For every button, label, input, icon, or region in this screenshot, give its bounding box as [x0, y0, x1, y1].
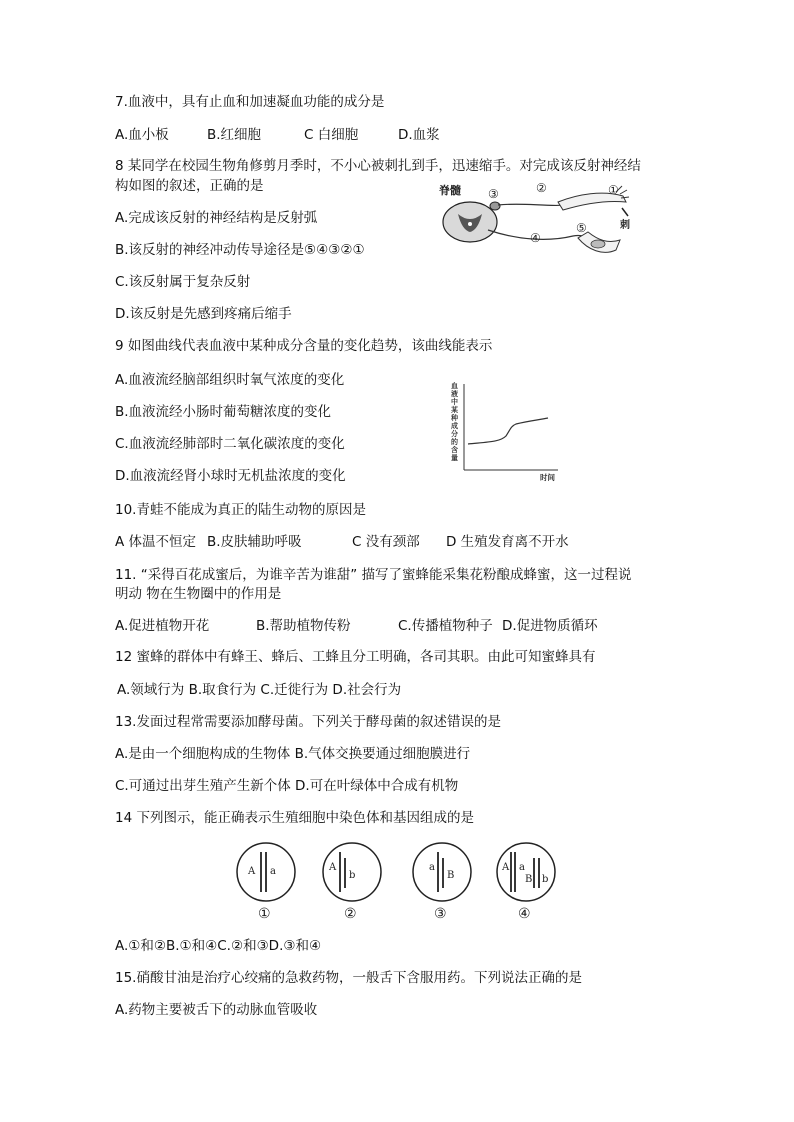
reflex-arc-figure [438, 180, 638, 268]
cell-4 [497, 843, 555, 922]
q9-option-b: B.血液流经小肠时葡萄糖浓度的变化 [115, 404, 332, 420]
q15-option-a: A.药物主要被舌下的动脉血管吸收 [115, 1002, 318, 1018]
q8-option-b: B.该反射的神经冲动传导途径是⑤④③②① [115, 242, 365, 258]
marker-5: ⑤ [576, 221, 587, 235]
q8-question-line1: 8 某同学在校园生物角修剪月季时，不小心被刺扎到手，迅速缩手。对完成该反射神经结 [115, 158, 641, 174]
marker-3: ③ [488, 187, 499, 201]
q13-question: 13.发面过程常需要添加酵母菌。下列关于酵母菌的叙述错误的是 [115, 714, 501, 730]
q11-option-a: A.促进植物开花 [115, 618, 210, 634]
q8-option-d: D.该反射是先感到疼痛后缩手 [115, 306, 292, 322]
cell-1-gene-right: a [270, 866, 276, 877]
cell-2-gene-left: A [329, 862, 337, 873]
q13-options-line2: C.可通过出芽生殖产生新个体 D.可在叶绿体中合成有机物 [115, 778, 459, 794]
chromosome-cells-figure [228, 838, 564, 926]
y-axis-label-char: 某 [451, 405, 458, 414]
y-axis-label-char: 分 [451, 429, 458, 438]
thorn-label: 刺 [620, 220, 630, 231]
q11-option-b: B.帮助植物传粉 [256, 618, 351, 634]
cell-3-gene-right: B [447, 870, 455, 881]
q11-question-line2: 明动 物在生物圈中的作用是 [115, 586, 282, 602]
q7-option-d: D.血浆 [398, 127, 440, 143]
y-axis-label-char: 中 [451, 397, 458, 406]
y-axis-label-char: 成 [451, 421, 458, 430]
q12-options: A.领域行为 B.取食行为 C.迁徙行为 D.社会行为 [117, 682, 402, 698]
q13-options-line1: A.是由一个细胞构成的生物体 B.气体交换要通过细胞膜进行 [115, 746, 471, 762]
y-axis-label-char: 含 [451, 445, 458, 454]
q7-question: 7.血液中，具有止血和加速凝血功能的成分是 [115, 94, 385, 110]
q9-option-a: A.血液流经脑部组织时氧气浓度的变化 [115, 372, 345, 388]
cell-4-gene-4: b [542, 874, 549, 885]
q8-question-line2: 构如图的叙述，正确的是 [115, 178, 264, 194]
blood-component-curve-figure [448, 378, 568, 484]
cell-1 [237, 843, 295, 922]
cell-3 [413, 843, 471, 922]
marker-1: ① [608, 183, 619, 197]
q12-question: 12 蜜蜂的群体中有蜂王、蜂后、工蜂且分工明确，各司其职。由此可知蜜蜂具有 [115, 649, 596, 665]
q9-question: 9 如图曲线代表血液中某种成分含量的变化趋势，该曲线能表示 [115, 338, 493, 354]
cell-4-number: ④ [518, 906, 531, 922]
cell-1-number: ① [258, 906, 271, 922]
q11-option-c: C.传播植物种子 [398, 618, 493, 634]
q14-question: 14 下列图示，能正确表示生殖细胞中染色体和基因组成的是 [115, 810, 474, 826]
cell-2-number: ② [344, 906, 357, 922]
q10-option-d: D 生殖发育离不开水 [446, 534, 569, 550]
cell-1-gene-left: A [248, 866, 256, 877]
y-axis-label-char: 血 [451, 381, 458, 390]
marker-4: ④ [530, 231, 541, 245]
y-axis-label [450, 381, 458, 462]
cell-2 [323, 843, 381, 922]
q7-option-a: A.血小板 [115, 127, 169, 143]
q9-option-d: D.血液流经肾小球时无机盐浓度的变化 [115, 468, 346, 484]
y-axis-label-char: 的 [451, 437, 458, 446]
q11-question-line1: 11. “采得百花成蜜后，为谁辛苦为谁甜” 描写了蜜蜂能采集花粉酿成蜂蜜，这一过程说 [115, 567, 632, 583]
x-axis-label: 时间 [540, 473, 555, 482]
q10-option-c: C 没有颈部 [352, 534, 420, 550]
cell-4-gene-2: a [519, 862, 525, 873]
spine-label: 脊髓 [439, 184, 461, 197]
y-axis-label-char: 液 [451, 389, 458, 398]
trend-curve [468, 418, 548, 444]
q8-option-a: A.完成该反射的神经结构是反射弧 [115, 210, 318, 226]
cell-4-gene-1: A [502, 862, 510, 873]
y-axis-label-char: 量 [451, 453, 458, 462]
q10-option-a: A 体温不恒定 [115, 534, 197, 550]
cell-2-gene-right: b [349, 870, 356, 881]
cell-4-gene-3: B [525, 874, 533, 885]
q8-option-c: C.该反射属于复杂反射 [115, 274, 251, 290]
cell-3-number: ③ [434, 906, 447, 922]
cell-3-gene-left: a [429, 862, 435, 873]
q14-options: A.①和②B.①和④C.②和③D.③和④ [115, 938, 322, 954]
q10-option-b: B.皮肤辅助呼吸 [207, 534, 302, 550]
q11-option-d: D.促进物质循环 [502, 618, 598, 634]
marker-2: ② [536, 181, 547, 195]
q7-option-c: C 白细胞 [304, 127, 359, 143]
q9-option-c: C.血液流经肺部时二氧化碳浓度的变化 [115, 436, 345, 452]
q10-question: 10.青蛙不能成为真正的陆生动物的原因是 [115, 502, 366, 518]
y-axis-label-char: 种 [451, 413, 458, 422]
q15-question: 15.硝酸甘油是治疗心绞痛的急救药物，一般舌下含服用药。下列说法正确的是 [115, 970, 582, 986]
q7-option-b: B.红细胞 [207, 127, 262, 143]
